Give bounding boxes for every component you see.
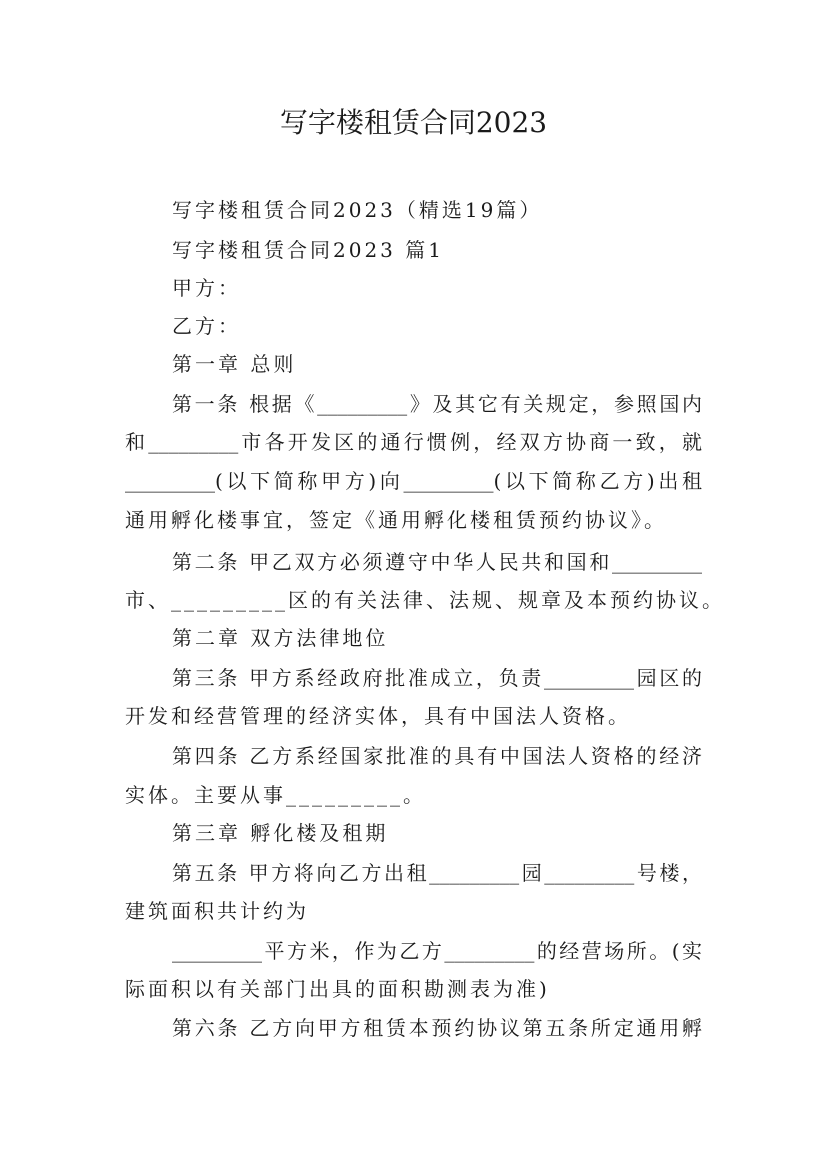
article-2-line-1: 第二条 甲乙双方必须遵守中华人民共和国和_________ [172, 550, 702, 574]
subtitle-part-1: 写字楼租赁合同2023 篇1 [172, 238, 444, 262]
article-5-line-4: 际面积以有关部门出具的面积勘测表为准) [125, 977, 550, 1001]
article-2-line-2: 市、_________区的有关法律、法规、规章及本预约协议。 [125, 588, 725, 612]
subtitle-collection: 写字楼租赁合同2023（精选19篇） [172, 198, 543, 222]
article-1-line-3: _________(以下简称甲方)向_________(以下简称乙方)出租 [125, 469, 702, 493]
party-b-label: 乙方： [172, 314, 241, 338]
chapter-3-heading: 第三章 孵化楼及租期 [172, 821, 389, 845]
article-1-line-4: 通用孵化楼事宜，签定《通用孵化楼租赁预约协议》。 [125, 508, 667, 532]
article-6-line-1: 第六条 乙方向甲方租赁本预约协议第五条所定通用孵 [172, 1016, 702, 1040]
article-1-line-1: 第一条 根据《_________》及其它有关规定，参照国内 [172, 392, 702, 416]
document-title: 写字楼租赁合同2023 [279, 106, 548, 139]
chapter-1-heading: 第一章 总则 [172, 352, 297, 376]
party-a-label: 甲方： [172, 276, 241, 300]
article-4-line-1: 第四条 乙方系经国家批准的具有中国法人资格的经济 [172, 744, 702, 768]
article-5-line-1: 第五条 甲方将向乙方出租_________园_________号楼， [172, 861, 702, 885]
chapter-2-heading: 第二章 双方法律地位 [172, 626, 389, 650]
article-1-line-2: 和_________市各开发区的通行惯例，经双方协商一致，就 [125, 430, 702, 454]
article-3-line-1: 第三条 甲方系经政府批准成立，负责_________园区的 [172, 666, 702, 690]
article-3-line-2: 开发和经营管理的经济实体，具有中国法人资格。 [125, 704, 631, 728]
article-5-line-2: 建筑面积共计约为 [125, 899, 309, 923]
article-4-line-2: 实体。主要从事_________。 [125, 783, 426, 807]
article-5-line-3: _________平方米，作为乙方_________的经营场所。(实 [172, 939, 702, 963]
